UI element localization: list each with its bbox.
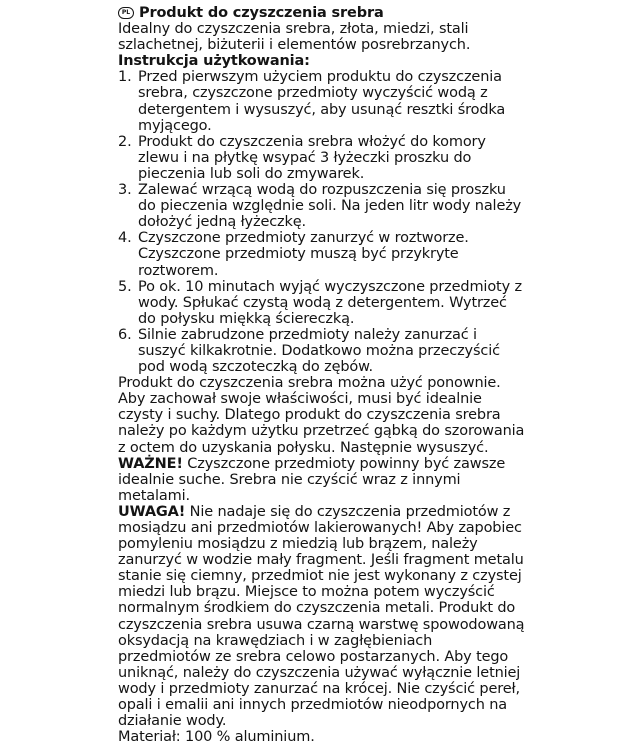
step-text: Przed pierwszym użyciem produktu do czyszczenia srebra, czyszczone przedmioty wyczyścić wodą z detergentem i wysuszyć, aby usunąć resztki środka myjącego.	[138, 69, 506, 134]
step-text: Zalewać wrzącą wodą do rozpuszczenia się proszku do pieczenia względnie soli. Na jeden litr wody należy dołożyć jedną łyżeczkę.	[138, 182, 522, 231]
step-item	[118, 230, 528, 278]
step-item	[118, 69, 528, 133]
intro-paragraph: Idealny do czyszczenia srebra, złota, miedzi, stali szlachetnej, biżuterii i elementów posrebrzanych.	[118, 21, 471, 54]
warning-label: UWAGA!	[118, 503, 186, 520]
step-number: 3.	[118, 182, 132, 199]
step-item	[118, 327, 528, 375]
instruction-steps	[118, 69, 528, 375]
instructions-heading: Instrukcja użytkowania:	[118, 53, 310, 70]
step-number: 1.	[118, 69, 132, 86]
step-text: Czyszczone przedmioty zanurzyć w roztworze. Czyszczone przedmioty muszą być przykryte roztworem.	[138, 230, 469, 279]
title-row	[118, 5, 528, 21]
step-item	[118, 134, 528, 182]
important-paragraph	[118, 456, 528, 504]
language-badge: PL	[118, 7, 134, 19]
warning-paragraph	[118, 504, 528, 729]
step-item	[118, 182, 528, 230]
step-text: Po ok. 10 minutach wyjąć wyczyszczone przedmioty z wody. Spłukać czystą wodą z detergentem. Wytrzeć do połysku miękką ściereczką.	[138, 278, 522, 327]
material-line: Materiał: 100 % aluminium.	[118, 729, 315, 745]
product-title: Produkt do czyszczenia srebra	[139, 5, 384, 21]
important-text: Czyszczone przedmioty powinny być zawsze idealnie suche. Srebra nie czyścić wraz z innymi metalami.	[118, 455, 506, 504]
important-label: WAŻNE!	[118, 455, 183, 472]
step-number: 2.	[118, 133, 132, 150]
step-number: 4.	[118, 230, 132, 247]
step-item	[118, 279, 528, 327]
step-text: Silnie zabrudzone przedmioty należy zanurzać i suszyć kilkakrotnie. Dodatkowo można przeczyścić pod wodą szczoteczką do zębów.	[138, 326, 500, 376]
instruction-leaflet	[118, 5, 528, 745]
step-number: 6.	[118, 326, 132, 343]
warning-text: Nie nadaje się do czyszczenia przedmiotów z mosiądzu ani przedmiotów lakierowanych! Aby zapobiec pomyleniu mosiądzu z miedzią lub brązem, należy zanurzyć w wodzie mały fragment. Jeśli fragment metalu stanie się ciemny, przedmiot nie jest wykonany z czystej miedzi lub brązu. Miejsce to można potem wyczyścić normalnym środkiem do czyszczenia metali. Produkt do czyszczenia srebra usuwa czarną warstwę spowodowaną oksydacją na krawędziach i w zagłębieniach przedmiotów ze srebra celowo postarzanych. Aby tego uniknąć, należy do czyszczenia używać wyłącznie letniej wody i przedmioty zanurzać na krócej. Nie czyścić pereł, opali i emalii ani innych przedmiotów nieodpornych na działanie wody.	[118, 503, 525, 730]
step-number: 5.	[118, 278, 132, 295]
reuse-paragraph: Produkt do czyszczenia srebra można użyć ponownie. Aby zachował swoje właściwości, musi być idealnie czysty i suchy. Dlatego produkt do czyszczenia srebra należy po każdym użytku przetrzeć gąbką do szorowania z octem do uzyskania połysku. Następnie wysuszyć.	[118, 375, 525, 456]
step-text: Produkt do czyszczenia srebra włożyć do komory zlewu i na płytkę wsypać 3 łyżeczki proszku do pieczenia lub soli do zmywarek.	[138, 133, 486, 182]
